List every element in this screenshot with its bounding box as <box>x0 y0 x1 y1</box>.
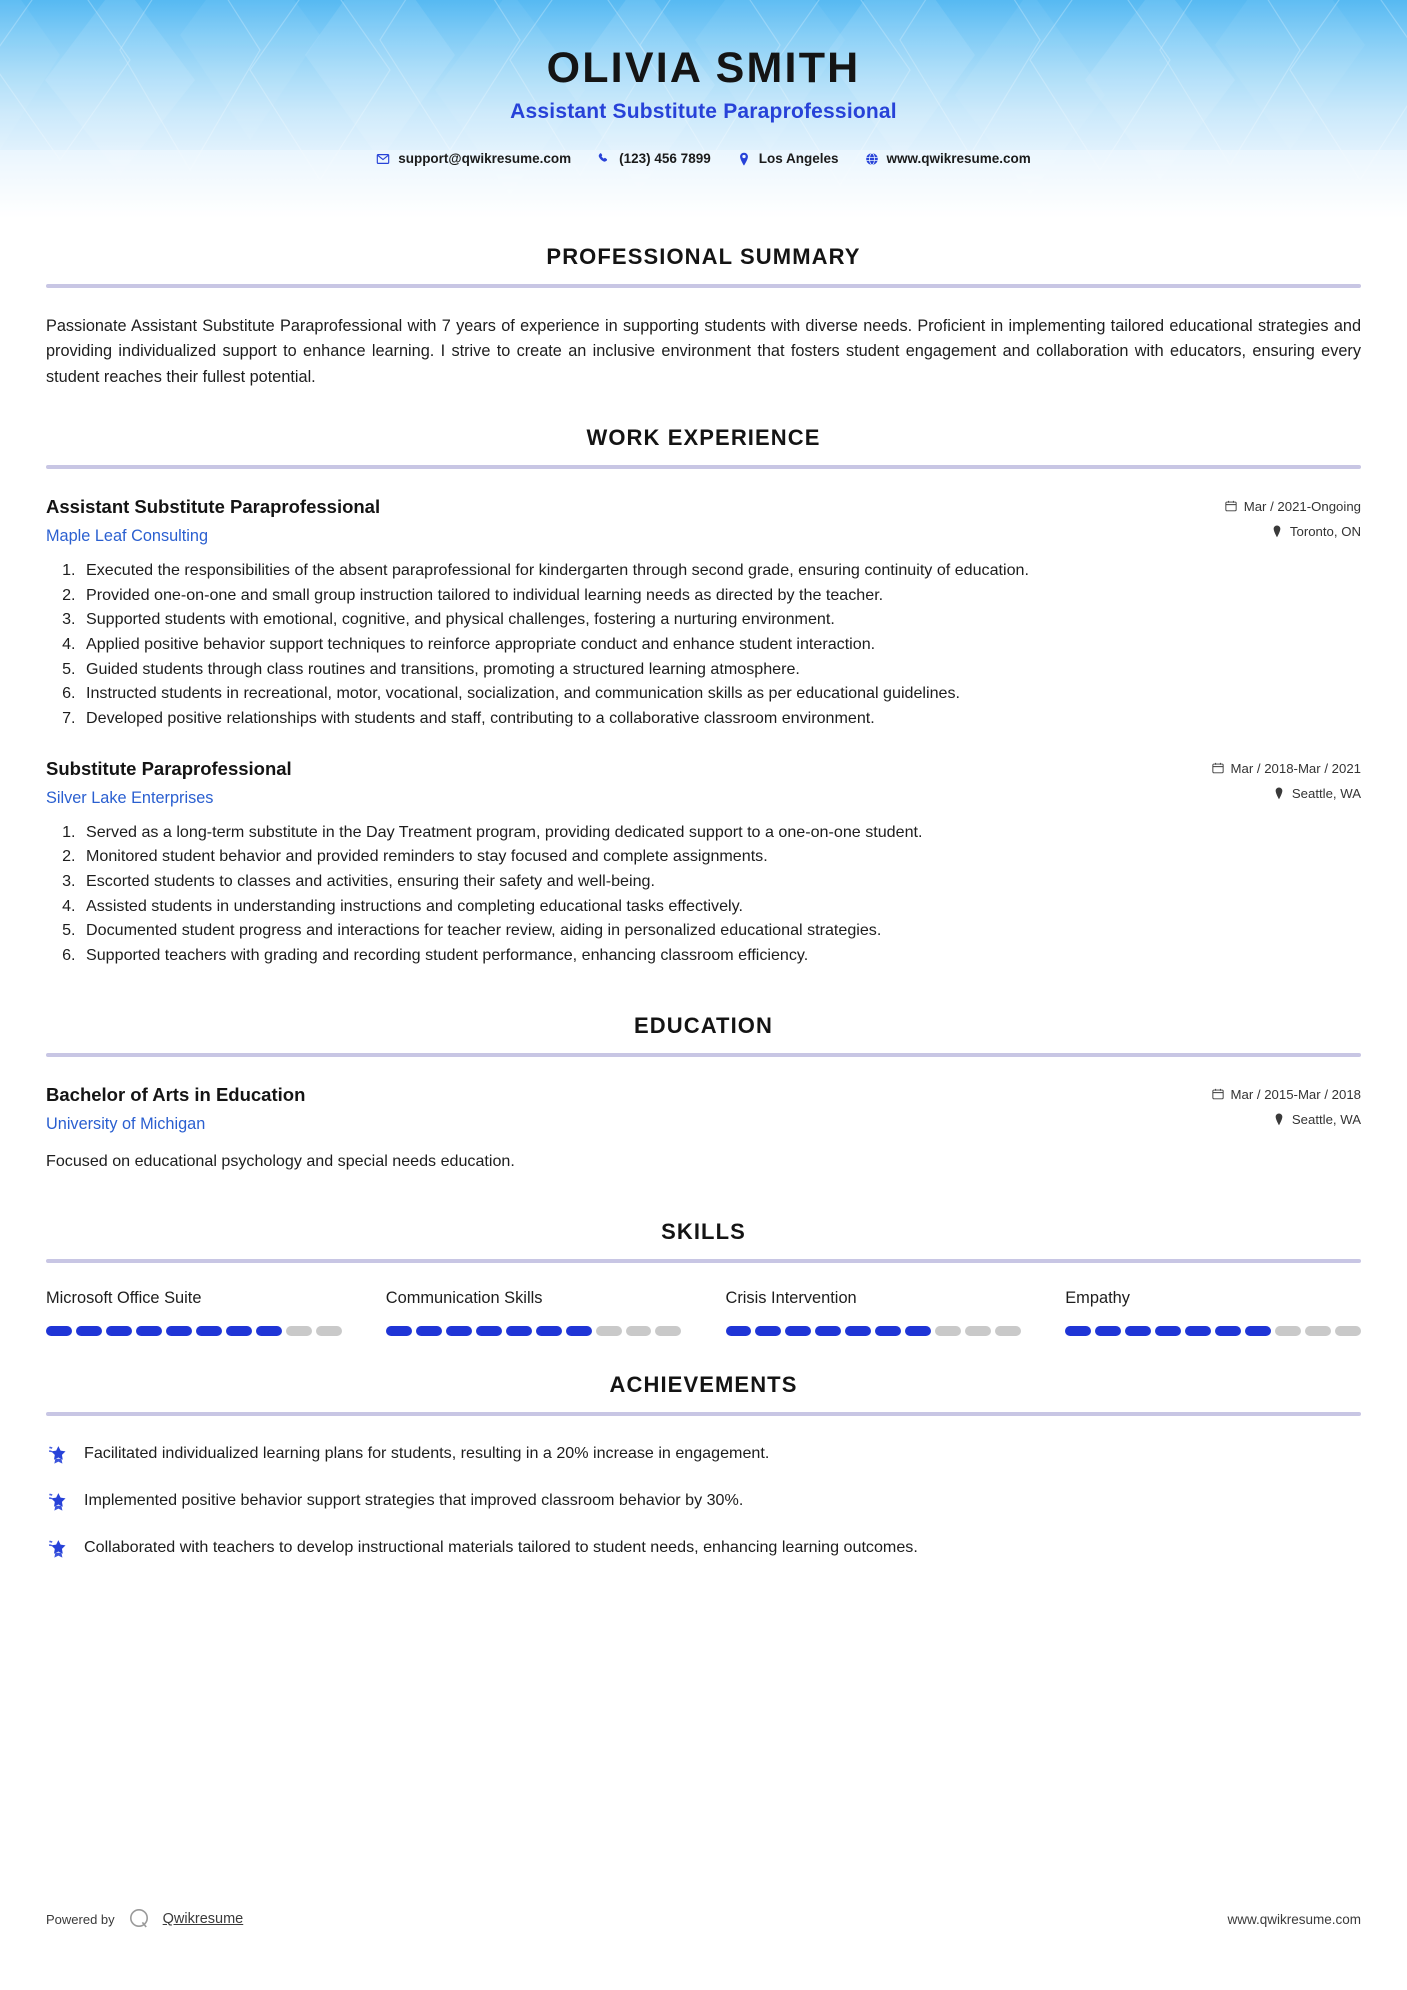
work-company-name[interactable]: Maple Leaf Consulting <box>46 526 209 545</box>
skill-segment-filled <box>76 1326 102 1336</box>
skill-label: Crisis Intervention <box>725 1289 857 1308</box>
skill-segment-empty <box>286 1326 312 1336</box>
section-divider <box>46 1053 1361 1057</box>
section-skills <box>46 1219 1361 1336</box>
education-dates <box>1212 1087 1361 1102</box>
skill-segment-filled <box>446 1326 472 1336</box>
work-entry <box>46 495 1361 731</box>
list-item: 1. Executed the responsibilities of the absent paraprofessional for kindergarten through second grade, ensuring continuity of education. <box>80 559 1361 583</box>
skill-segment-empty <box>965 1326 991 1336</box>
section-title-summary: PROFESSIONAL SUMMARY <box>546 244 861 269</box>
contact-website[interactable] <box>852 151 1044 166</box>
section-title-work: WORK EXPERIENCE <box>586 424 821 450</box>
education-dates-label: Mar / 2015-Mar / 2018 <box>1230 1086 1361 1102</box>
list-item: 3. Supported students with emotional, cognitive, and physical challenges, fostering a nurturing environment. <box>80 608 1361 632</box>
list-item: 2. Monitored student behavior and provided reminders to stay focused and complete assignments. <box>80 845 1361 869</box>
skill-segment-empty <box>1305 1326 1331 1336</box>
skill-segment-filled <box>875 1326 901 1336</box>
skill-level-bar <box>726 1326 1022 1336</box>
section-title-skills: SKILLS <box>661 1219 746 1245</box>
skill-label: Communication Skills <box>385 1289 543 1308</box>
section-education <box>46 1013 1361 1173</box>
skill-item <box>1065 1289 1361 1336</box>
section-professional-summary <box>46 244 1361 390</box>
skill-segment-empty <box>596 1326 622 1336</box>
achievements-list <box>46 1442 1361 1559</box>
calendar-icon <box>1212 1088 1224 1101</box>
skill-segment-filled <box>386 1326 412 1336</box>
skill-segment-empty <box>935 1326 961 1336</box>
skill-segment-filled <box>1215 1326 1241 1336</box>
calendar-icon <box>1225 500 1237 513</box>
achievement-text: Facilitated individualized learning plans for students, resulting in a 20% increase in engagement. <box>84 1443 770 1462</box>
skill-level-bar <box>386 1326 682 1336</box>
work-dates <box>1212 761 1361 776</box>
work-role-title: Substitute Paraprofessional <box>46 757 292 779</box>
qwikresume-logo-icon <box>126 1906 152 1932</box>
work-role-title: Assistant Substitute Paraprofessional <box>46 495 381 517</box>
map-pin-icon <box>737 152 751 166</box>
skill-segment-filled <box>1185 1326 1211 1336</box>
skill-label: Empathy <box>1065 1289 1130 1308</box>
skill-segment-filled <box>566 1326 592 1336</box>
skill-segment-filled <box>845 1326 871 1336</box>
skill-segment-empty <box>626 1326 652 1336</box>
skill-segment-filled <box>416 1326 442 1336</box>
footer-branding <box>46 1906 243 1932</box>
skill-segment-filled <box>226 1326 252 1336</box>
header-job-title: Assistant Substitute Paraprofessional <box>510 100 897 124</box>
skill-segment-empty <box>1335 1326 1361 1336</box>
work-entry <box>46 757 1361 968</box>
envelope-icon <box>376 152 390 166</box>
skill-item <box>46 1289 342 1336</box>
education-description: Focused on educational psychology and special needs education. <box>46 1151 515 1170</box>
footer <box>46 1906 1361 1932</box>
contact-website-label: www.qwikresume.com <box>886 151 1031 167</box>
skills-grid <box>46 1289 1361 1336</box>
section-work-experience <box>46 425 1361 968</box>
skill-segment-filled <box>536 1326 562 1336</box>
page-title: OLIVIA SMITH <box>546 44 861 92</box>
work-bullet-list <box>46 559 1361 731</box>
skill-segment-filled <box>196 1326 222 1336</box>
list-item: 4. Assisted students in understanding instructions and completing educational tasks effectively. <box>80 895 1361 919</box>
skill-segment-filled <box>726 1326 752 1336</box>
skill-item <box>726 1289 1022 1336</box>
header-banner <box>0 0 1407 218</box>
location-pin-icon <box>1273 1113 1285 1126</box>
contact-email[interactable] <box>363 151 584 166</box>
skill-segment-filled <box>46 1326 72 1336</box>
education-entry-header <box>46 1083 1361 1135</box>
section-divider <box>46 1412 1361 1416</box>
list-item: 1. Served as a long-term substitute in the Day Treatment program, providing dedicated support to a one-on-one student. <box>80 821 1361 845</box>
work-location-label: Seattle, WA <box>1291 785 1361 801</box>
skill-segment-filled <box>1245 1326 1271 1336</box>
qwikresume-brand-link[interactable]: Qwikresume <box>162 1911 244 1927</box>
work-bullet-list <box>46 821 1361 968</box>
star-badge-icon <box>46 1537 68 1559</box>
footer-website: www.qwikresume.com <box>1227 1911 1361 1927</box>
education-location <box>1212 1112 1361 1127</box>
achievement-item <box>46 1536 1361 1559</box>
education-degree: Bachelor of Arts in Education <box>46 1083 306 1105</box>
contact-email-label: support@qwikresume.com <box>398 151 572 167</box>
skill-segment-filled <box>1095 1326 1121 1336</box>
education-school[interactable]: University of Michigan <box>46 1114 206 1133</box>
list-item: 2. Provided one-on-one and small group instruction tailored to individual learning needs as directed by the teacher. <box>80 584 1361 608</box>
work-dates <box>1225 499 1361 514</box>
globe-icon <box>865 152 879 166</box>
skill-segment-filled <box>905 1326 931 1336</box>
skill-segment-filled <box>1065 1326 1091 1336</box>
work-location-label: Toronto, ON <box>1289 523 1361 539</box>
education-entry <box>46 1083 1361 1173</box>
skill-segment-filled <box>476 1326 502 1336</box>
star-badge-icon <box>46 1443 68 1465</box>
skill-segment-empty <box>995 1326 1021 1336</box>
achievement-item <box>46 1489 1361 1512</box>
contact-phone[interactable] <box>584 151 724 166</box>
skill-level-bar <box>1065 1326 1361 1336</box>
contact-location-label: Los Angeles <box>758 151 839 167</box>
summary-text: Passionate Assistant Substitute Paraprofessional with 7 years of experience in supporting students with diverse needs. Proficient in implementing tailored educational strategies and providing individualized support to enhance learning. I strive to create an inclusive environment that fosters student engagement and collaboration with educators, ensuring every student reaches their fullest potential. <box>46 317 1361 386</box>
skill-segment-filled <box>136 1326 162 1336</box>
list-item: 3. Escorted students to classes and activities, ensuring their safety and well-being. <box>80 870 1361 894</box>
list-item: 6. Supported teachers with grading and recording student performance, enhancing classroom efficiency. <box>80 944 1361 968</box>
work-location <box>1212 786 1361 801</box>
skill-segment-filled <box>785 1326 811 1336</box>
contact-row <box>0 151 1407 166</box>
powered-by-label: Powered by <box>46 1911 115 1927</box>
phone-icon <box>597 152 611 166</box>
skill-segment-empty <box>655 1326 681 1336</box>
skill-segment-empty <box>316 1326 342 1336</box>
achievement-item <box>46 1442 1361 1465</box>
contact-phone-label: (123) 456 7899 <box>619 151 711 167</box>
location-pin-icon <box>1273 787 1285 800</box>
work-dates-label: Mar / 2021-Ongoing <box>1243 498 1361 514</box>
skill-label: Microsoft Office Suite <box>46 1289 202 1308</box>
list-item: 5. Guided students through class routines and transitions, promoting a structured learning atmosphere. <box>80 658 1361 682</box>
skill-segment-filled <box>1155 1326 1181 1336</box>
work-company-name[interactable]: Silver Lake Enterprises <box>46 788 214 807</box>
skill-segment-filled <box>166 1326 192 1336</box>
education-location-label: Seattle, WA <box>1291 1111 1361 1127</box>
work-entry-header <box>46 495 1361 547</box>
section-title-education: EDUCATION <box>633 1012 774 1038</box>
achievement-text: Implemented positive behavior support strategies that improved classroom behavior by 30%. <box>84 1490 744 1509</box>
star-badge-icon <box>46 1490 68 1512</box>
list-item: 5. Documented student progress and interactions for teacher review, aiding in personalized educational strategies. <box>80 919 1361 943</box>
list-item: 7. Developed positive relationships with students and staff, contributing to a collaborative classroom environment. <box>80 707 1361 731</box>
section-divider <box>46 1259 1361 1263</box>
calendar-icon <box>1212 762 1224 775</box>
skill-segment-empty <box>1275 1326 1301 1336</box>
skill-segment-filled <box>1125 1326 1151 1336</box>
location-pin-icon <box>1271 525 1283 538</box>
section-title-achievements: ACHIEVEMENTS <box>609 1371 798 1397</box>
achievement-text: Collaborated with teachers to develop instructional materials tailored to student needs, enhancing learning outcomes. <box>84 1537 918 1556</box>
work-entry-header <box>46 757 1361 809</box>
skill-item <box>386 1289 682 1336</box>
list-item: 6. Instructed students in recreational, motor, vocational, socialization, and communication skills as per educational guidelines. <box>80 682 1361 706</box>
skill-segment-filled <box>256 1326 282 1336</box>
skill-level-bar <box>46 1326 342 1336</box>
section-divider <box>46 284 1361 288</box>
skill-segment-filled <box>506 1326 532 1336</box>
list-item: 4. Applied positive behavior support techniques to reinforce appropriate conduct and enhance student interaction. <box>80 633 1361 657</box>
skill-segment-filled <box>106 1326 132 1336</box>
work-location <box>1225 524 1361 539</box>
section-achievements <box>46 1372 1361 1559</box>
skill-segment-filled <box>815 1326 841 1336</box>
contact-location <box>724 151 852 166</box>
section-divider <box>46 465 1361 469</box>
skill-segment-filled <box>755 1326 781 1336</box>
work-dates-label: Mar / 2018-Mar / 2021 <box>1230 760 1361 776</box>
